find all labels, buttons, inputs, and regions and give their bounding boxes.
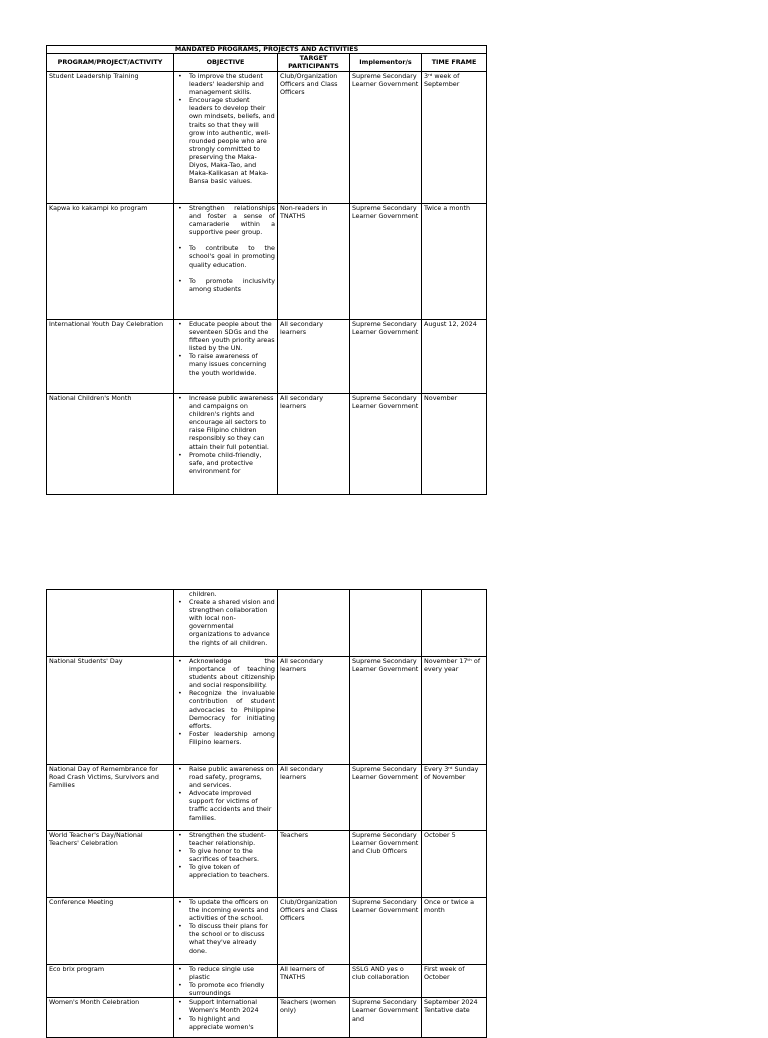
time-frame-cell <box>422 590 487 657</box>
time-frame-cell: November <box>422 394 487 495</box>
time-frame-cell: October 5 <box>422 831 487 898</box>
time-frame-cell: August 12, 2024 <box>422 320 487 394</box>
time-frame-cell: November 17ᵗʰ of every year <box>422 657 487 765</box>
table-row <box>47 965 487 998</box>
program-cell: Women's Month Celebration <box>47 998 174 1038</box>
table-row <box>47 204 487 320</box>
time-frame-cell: First week of October <box>422 965 487 998</box>
objective-cell <box>174 765 278 831</box>
objective-item: • Support International Women's Month 2024 <box>189 998 275 1014</box>
participants-cell: Non-readers in TNATHS <box>278 204 350 320</box>
objective-item: • To reduce single use plastic <box>189 965 275 981</box>
objective-item: • Promote child-friendly, safe, and protective environment for <box>189 451 275 475</box>
objective-item: • To discuss their plans for the school or to discuss what they've already done. <box>189 922 275 954</box>
table-title: MANDATED PROGRAMS, PROJECTS AND ACTIVITIES <box>47 46 487 54</box>
program-cell: World Teacher's Day/National Teachers' Celebration <box>47 831 174 898</box>
time-frame-cell: Twice a month <box>422 204 487 320</box>
program-cell: Eco brix program <box>47 965 174 998</box>
header-target-participants: TARGET PARTICIPANTS <box>278 54 350 72</box>
objective-item: • To promote eco friendly surroundings <box>189 981 275 997</box>
table-row <box>47 72 487 204</box>
objective-cell <box>174 657 278 765</box>
header-implementors: Implementor/s <box>350 54 422 72</box>
program-cell: Kapwa ko kakampi ko program <box>47 204 174 320</box>
objective-item: • To update the officers on the incoming events and activities of the school. <box>189 898 275 922</box>
objective-item: • Acknowledge the importance of teaching students about citizenship and social responsibility. <box>189 657 275 689</box>
table-row <box>47 765 487 831</box>
objective-continuation-text: children. <box>189 590 217 598</box>
objective-item: • To improve the student leaders' leadership and management skills. <box>189 72 275 96</box>
objective-cell <box>174 831 278 898</box>
objective-cell <box>174 204 278 320</box>
objective-cell <box>174 394 278 495</box>
time-frame-cell: September 2024 Tentative date <box>422 998 487 1038</box>
table-row <box>47 998 487 1038</box>
time-frame-cell: 3ʳᵈ week of September <box>422 72 487 204</box>
implementor-cell: Supreme Secondary Learner Government <box>350 320 422 394</box>
objective-item: • To raise awareness of many issues concerning the youth worldwide. <box>189 352 275 376</box>
objective-item: • To contribute to the school's goal in promoting quality education. <box>189 244 275 268</box>
objective-item: • To highlight and appreciate women's <box>189 1015 275 1031</box>
table-row <box>47 898 487 965</box>
objective-item: • Advocate improved support for victims of traffic accidents and their families. <box>189 789 275 821</box>
participants-cell: Teachers <box>278 831 350 898</box>
program-cell: National Children's Month <box>47 394 174 495</box>
implementor-cell: Supreme Secondary Learner Government and Club Officers <box>350 831 422 898</box>
objective-cell <box>174 320 278 394</box>
program-cell: International Youth Day Celebration <box>47 320 174 394</box>
participants-cell: All secondary learners <box>278 394 350 495</box>
objective-item: • Foster leadership among Filipino learners. <box>189 730 275 746</box>
objective-cell <box>174 72 278 204</box>
objective-cell <box>174 998 278 1038</box>
table-row <box>47 831 487 898</box>
objective-item: • Encourage student leaders to develop their own mindsets, beliefs, and traits so that they will grow into authentic, well-rounded people who are strongly committed to preserving the Maka-Diyos, Maka-Tao, and Maka-Kalikasan at Maka-Bansa basic values. <box>189 96 275 185</box>
implementor-cell: Supreme Secondary Learner Government <box>350 394 422 495</box>
participants-cell <box>278 590 350 657</box>
implementor-cell: Supreme Secondary Learner Government <box>350 72 422 204</box>
implementor-cell <box>350 590 422 657</box>
objective-item: • To promote inclusivity among students <box>189 277 275 293</box>
objective-item: • To give honor to the sacrifices of teachers. <box>189 847 275 863</box>
implementor-cell: SSLG AND yes o club collaboration <box>350 965 422 998</box>
objective-item: • Strengthen the student-teacher relationship. <box>189 831 275 847</box>
time-frame-cell: Once or twice a month <box>422 898 487 965</box>
implementor-cell: Supreme Secondary Learner Government and <box>350 998 422 1038</box>
objective-item: • Strengthen relationships and foster a sense of camaraderie within a supportive peer group. <box>189 204 275 236</box>
program-cell: National Students' Day <box>47 657 174 765</box>
participants-cell: Teachers (women only) <box>278 998 350 1038</box>
programs-table-page-2 <box>46 589 487 1038</box>
header-objective: OBJECTIVE <box>174 54 278 72</box>
objective-item: • Create a shared vision and strengthen collaboration with local non-governmental organizations to advance the rights of all children. <box>189 598 275 647</box>
objective-item: • To give token of appreciation to teachers. <box>189 863 275 879</box>
program-cell <box>47 590 174 657</box>
time-frame-cell: Every 3ʳᵈ Sunday of November <box>422 765 487 831</box>
programs-table-page-1 <box>46 45 487 495</box>
table-row <box>47 394 487 495</box>
objective-item: • Raise public awareness on road safety, programs, and services. <box>189 765 275 789</box>
participants-cell: All secondary learners <box>278 657 350 765</box>
implementor-cell: Supreme Secondary Learner Government <box>350 765 422 831</box>
program-cell: Conference Meeting <box>47 898 174 965</box>
participants-cell: All secondary learners <box>278 765 350 831</box>
objective-item: • Educate people about the seventeen SDGs and the fifteen youth priority areas listed by the UN. <box>189 320 275 352</box>
objective-cell <box>174 898 278 965</box>
header-time-frame: TIME FRAME <box>422 54 487 72</box>
table-row-continuation <box>47 590 487 657</box>
implementor-cell: Supreme Secondary Learner Government <box>350 898 422 965</box>
table-row <box>47 320 487 394</box>
participants-cell: Club/Organization Officers and Class Officers <box>278 898 350 965</box>
participants-cell: Club/Organization Officers and Class Officers <box>278 72 350 204</box>
objective-cell <box>174 965 278 998</box>
participants-cell: All learners of TNATHS <box>278 965 350 998</box>
objective-item: • Increase public awareness and campaigns on children's rights and encourage all sectors to raise Filipino children responsibly so they can attain their full potential. <box>189 394 275 451</box>
table-row <box>47 657 487 765</box>
program-cell: Student Leadership Training <box>47 72 174 204</box>
objective-item: • Recognize the invaluable contribution of student advocacies to Philippine Democracy for initiating efforts. <box>189 689 275 729</box>
header-program: PROGRAM/PROJECT/ACTIVITY <box>47 54 174 72</box>
program-cell: National Day of Remembrance for Road Crash Victims, Survivors and Families <box>47 765 174 831</box>
implementor-cell: Supreme Secondary Learner Government <box>350 204 422 320</box>
participants-cell: All secondary learners <box>278 320 350 394</box>
implementor-cell: Supreme Secondary Learner Government <box>350 657 422 765</box>
objective-cell <box>174 590 278 657</box>
